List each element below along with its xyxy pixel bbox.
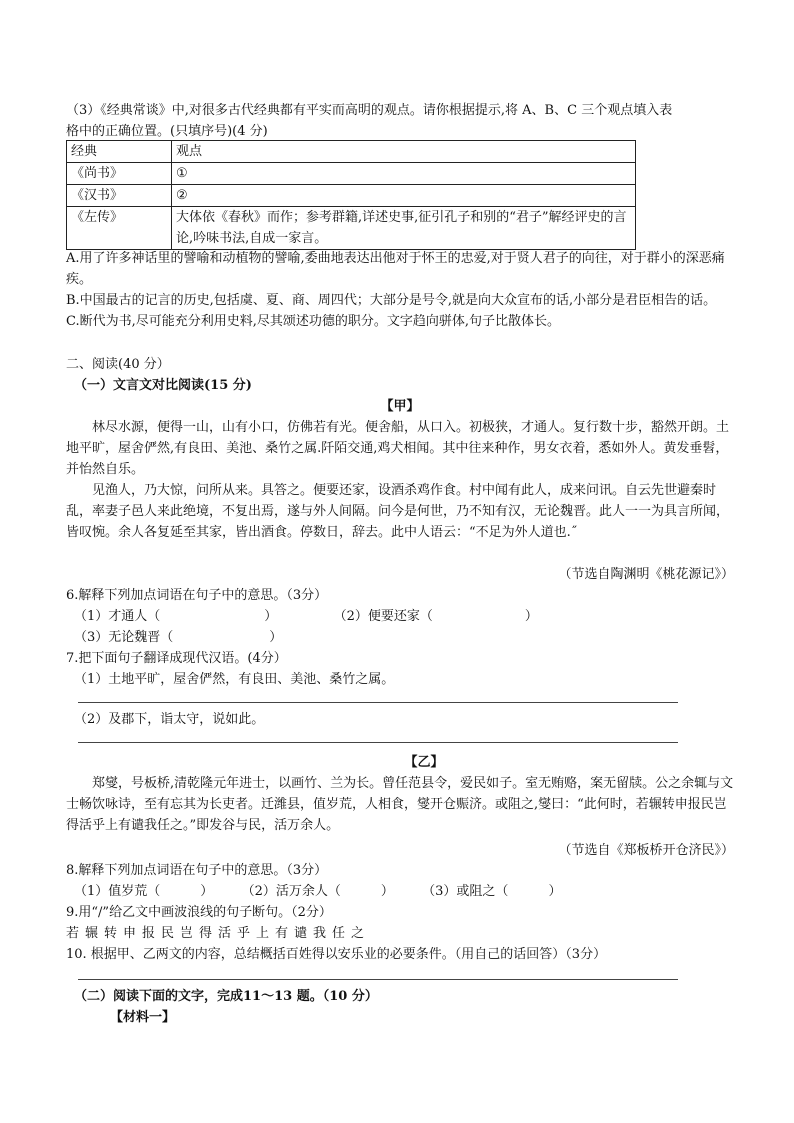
table-cell: ②	[172, 185, 636, 207]
q3-intro-line1: （3）《经典常谈》中,对很多古代经典都有平实而高明的观点。请你根据提示,将 A、B、C 三个观点填入表	[66, 103, 673, 118]
table-cell: 《尚书》	[67, 163, 172, 185]
q9	[66, 902, 734, 944]
q3-option-c: C.断代为书,尽可能充分利用史料,尽其颂述功德的职分。文字趋向骈体,句子比散体长。	[66, 314, 561, 329]
q3-options	[66, 248, 734, 332]
q8-item-1-close: ）	[200, 884, 214, 899]
q6	[66, 585, 734, 648]
q6-item-1: （1）才通人（	[74, 609, 161, 624]
q8	[66, 860, 734, 902]
q8-stem: 8.解释下列加点词语在句子中的意思。（3分）	[66, 863, 328, 878]
table-cell: ①	[172, 163, 636, 185]
q6-stem: 6.解释下列加点词语在句子中的意思。（3分）	[66, 588, 328, 603]
yi-source: （节选自《郑板桥开仓济民》）	[558, 843, 734, 858]
q7-sentence-2: （2）及郡下，诣太守，说如此。	[74, 712, 265, 727]
jia-paragraph-1: 林尽水源，便得一山，山有小口，仿佛若有光。便舍船，从口入。初极狭，才通人。复行数十步，豁然开朗。土地平旷，屋舍俨然,有良田、美池、桑竹之属.阡陌交通,鸡犬相闻。其中往来种作，男女衣着，悉如外人。黄发垂髫，并怡然自乐。	[66, 420, 730, 477]
table-row	[67, 207, 636, 250]
q10	[66, 944, 734, 980]
q10-answer-line[interactable]	[78, 965, 678, 980]
q8-item-1: （1）值岁荒（	[74, 884, 161, 899]
q8-item-2: （2）活万余人（	[241, 884, 341, 899]
q10-stem: 10. 根据甲、乙两文的内容，总结概括百姓得以安乐业的必要条件。（用自己的话回答）（3分）	[66, 947, 607, 962]
q8-item-2-close: ）	[380, 884, 394, 899]
jia-source: （节选自陶渊明《桃花源记》）	[558, 567, 734, 582]
q3-table	[66, 140, 636, 250]
yi-paragraph: 郑燮，号板桥,清乾隆元年进士，以画竹、兰为长。曾任范县令，爱民如子。室无贿赂，案无留牍。公之余辄与文士畅饮咏诗，至有忘其为长吏者。迁潍县，值岁荒，人相食，燮开仓赈济。或阻之,燮曰：“此何时，若辗转申报民岂得活乎上有谴我任之。”即发谷与民，活万余人。	[66, 776, 734, 833]
q8-row	[66, 881, 734, 902]
q6-item-3-close: ）	[269, 630, 283, 645]
q3-option-b: B.中国最古的记言的历史,包括虞、夏、商、周四代；大部分是号令,就是向大众宣布的话,小部分是君臣相告的话。	[66, 293, 717, 308]
table-cell: 《汉书》	[67, 185, 172, 207]
jia-paragraph-2: 见渔人，乃大惊，问所从来。具答之。便要还家，设酒杀鸡作食。村中闻有此人，成来问讯。自云先世避秦时乱，率妻子邑人来此绝境，不复出焉，遂与外人间隔。问今是何世，乃不知有汉，无论魏晋。此人一一为具言所闻，皆叹惋。余人各复延至其家，皆出酒食。停数日，辞去。此中人语云：“不足为外人道也.˝	[66, 483, 730, 540]
jia-heading: 【甲】	[380, 399, 420, 414]
q3-intro-line2: 格中的正确位置。(只填序号)(4 分)	[66, 124, 268, 139]
part1-title: （一）文言文对比阅读(15 分)	[74, 378, 252, 393]
q7-stem: 7.把下面句子翻译成现代汉语。(4分）	[66, 651, 287, 666]
q3-option-a: A.用了许多神话里的譬喻和动植物的譬喻,委曲地表达出他对于怀王的忠爱,对于贤人君子的向往，对于群小的深恶痛疾。	[66, 251, 725, 287]
q7	[66, 648, 734, 743]
q8-item-3-close: ）	[548, 884, 562, 899]
table-cell: 《左传》	[67, 207, 172, 250]
part2-title: （二）阅读下面的文字，完成11～13 题。（10 分）	[74, 989, 378, 1004]
table-header-view: 观点	[172, 141, 636, 163]
q6-item-2-close: ）	[524, 609, 538, 624]
q8-item-3: （3）或阻之（	[422, 884, 509, 899]
q7-answer-line-2[interactable]	[78, 730, 678, 743]
q6-item-3: （3）无论魏晋（	[74, 630, 174, 645]
section-title: 二、阅读(40 分）	[66, 357, 170, 372]
q6-row-1	[66, 606, 734, 627]
q6-item-1-close: ）	[264, 609, 278, 624]
q3-table-wrap	[66, 140, 734, 250]
part2	[66, 986, 734, 1028]
table-cell: 大体依《春秋》而作；参考群籍,详述史事,征引孔子和别的“君子”解经评史的言论,吟味书法,自成一家言。	[172, 207, 636, 250]
table-row	[67, 163, 636, 185]
table-header-classic: 经典	[67, 141, 172, 163]
table-header-row	[67, 141, 636, 163]
q7-answer-line-1[interactable]	[78, 690, 678, 703]
yi-text	[66, 752, 734, 861]
q7-sentence-1: （1）土地平旷，屋舍俨然，有良田、美池、桑竹之属。	[74, 672, 395, 687]
q6-row-2	[66, 627, 734, 648]
table-row	[67, 185, 636, 207]
q6-item-2: （2）便要还家（	[333, 609, 433, 624]
q3-intro	[66, 100, 734, 142]
yi-heading: 【乙】	[404, 755, 444, 770]
q9-sentence[interactable]: 若辗转申报民岂得活乎上有谴我任之	[66, 926, 371, 941]
material1-heading: 【材料一】	[110, 1010, 176, 1025]
section-reading	[66, 354, 734, 543]
q9-stem: 9.用“/”给乙文中画波浪线的句子断句。（2分）	[66, 905, 332, 920]
